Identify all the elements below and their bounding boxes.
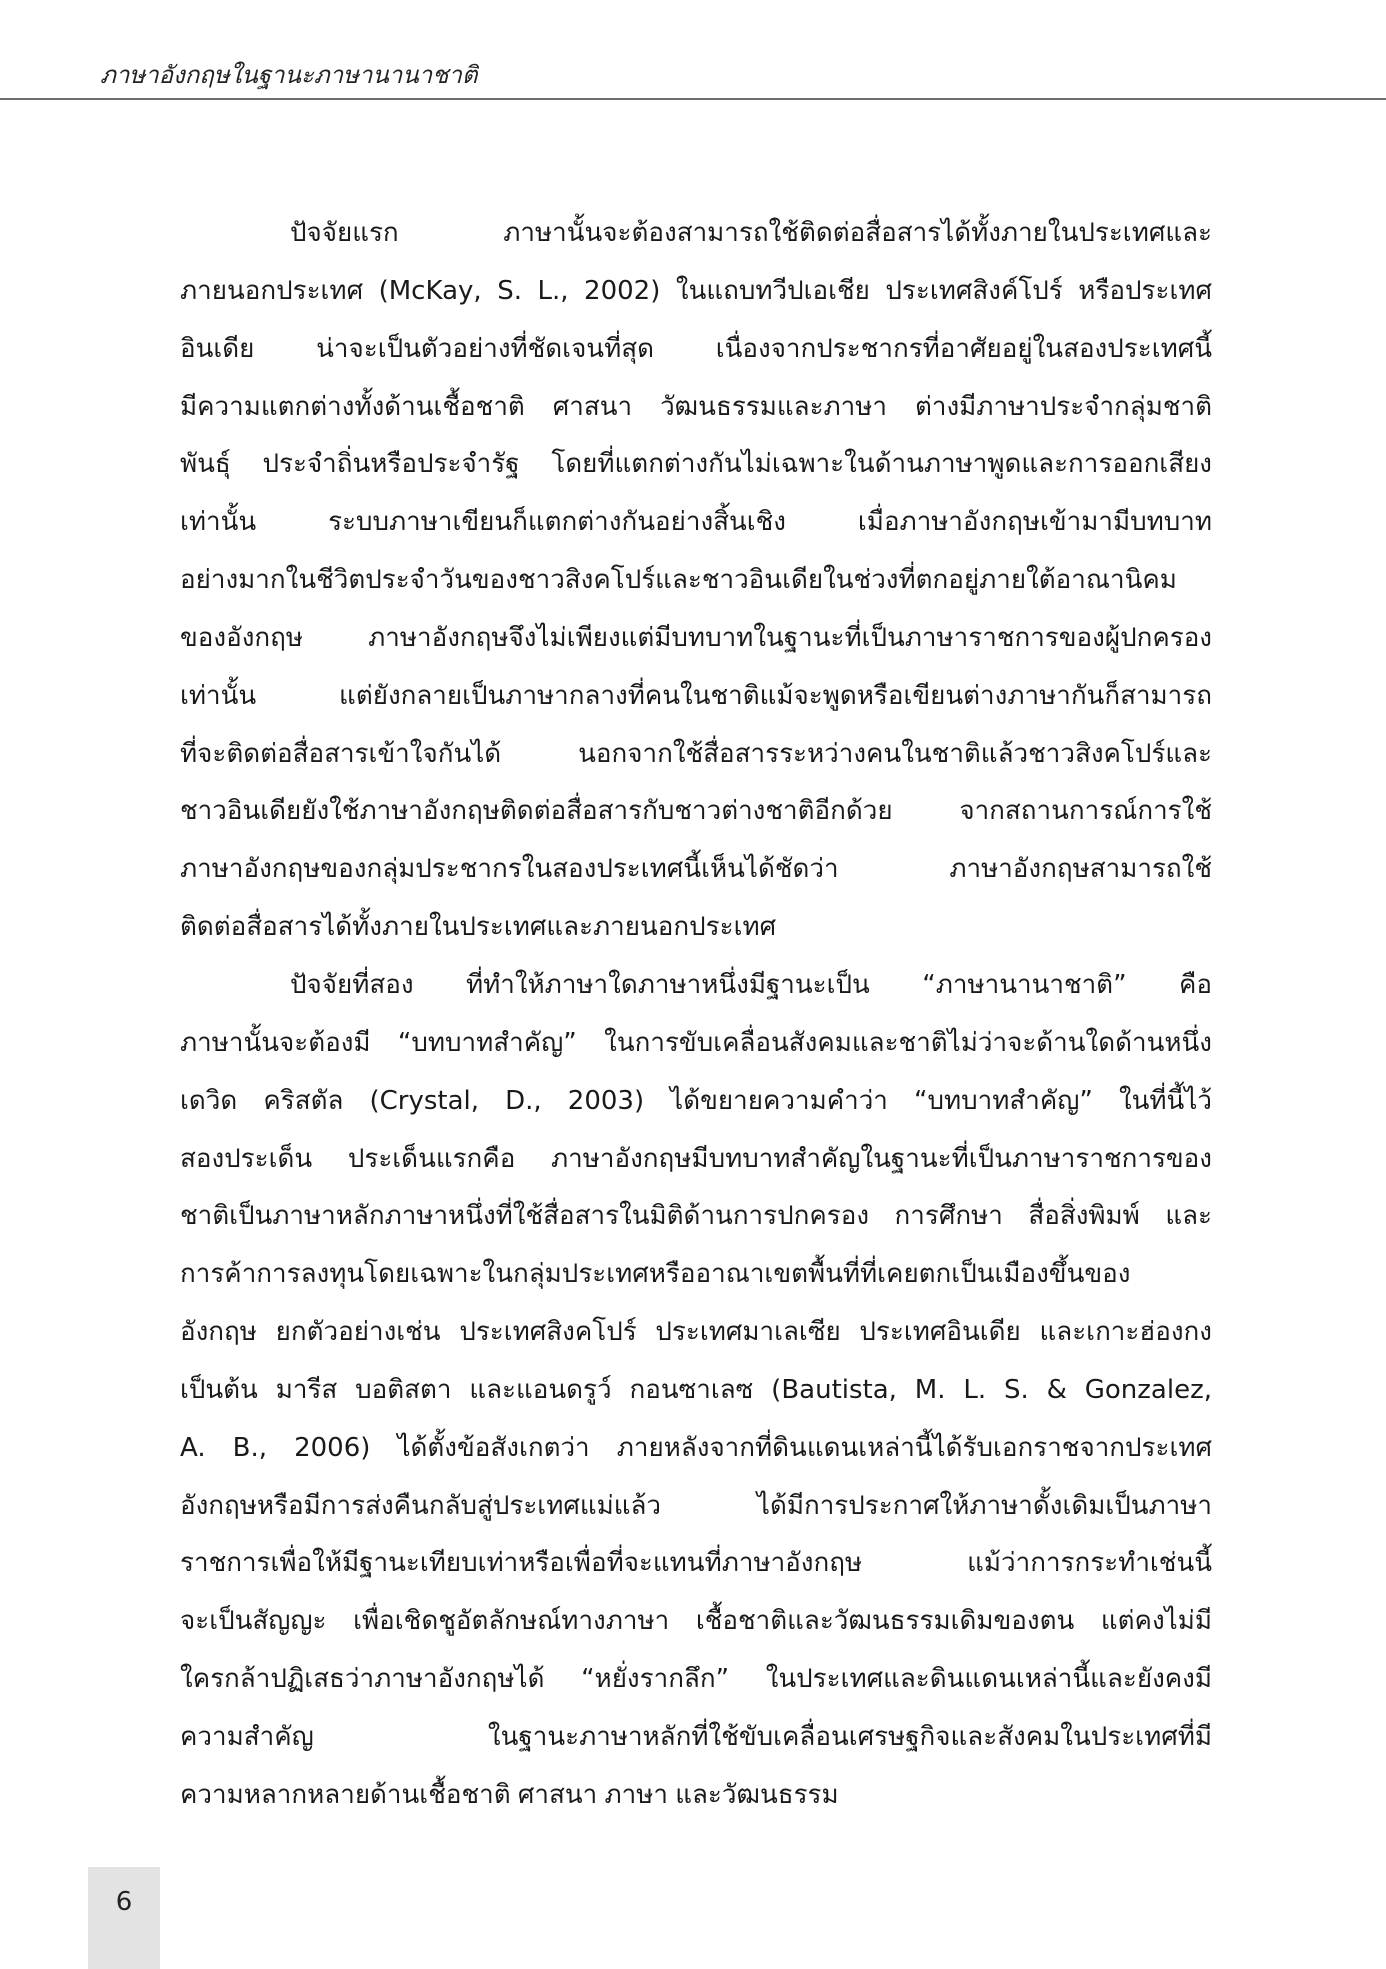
text-line: ความหลากหลายด้านเชื้อชาติ ศาสนา ภาษา และวัฒนธรรม [180,1779,839,1810]
page-number: 6 [115,1887,133,1917]
text-line: ภาษานั้นจะต้องมี “บทบาทสำคัญ” ในการขับเคลื่อนสังคมและชาติไม่ว่าจะด้านใดด้านหนึ่ง [180,1027,1212,1058]
text-line: อินเดีย น่าจะเป็นตัวอย่างที่ชัดเจนที่สุด เนื่องจากประชากรที่อาศัยอยู่ในสองประเทศนี้ [180,333,1212,364]
text-line: ของอังกฤษ ภาษาอังกฤษจึงไม่เพียงแต่มีบทบาทในฐานะที่เป็นภาษาราชการของผู้ปกครอง [180,622,1212,653]
text-line: พันธุ์ ประจำถิ่นหรือประจำรัฐ โดยที่แตกต่างกันไม่เฉพาะในด้านภาษาพูดและการออกเสียง [180,449,1212,480]
text-line: ใครกล้าปฏิเสธว่าภาษาอังกฤษได้ “หยั่งรากลึก” ในประเทศและดินแดนเหล่านี้และยังคงมี [180,1664,1212,1695]
text-line: ชาวอินเดียยังใช้ภาษาอังกฤษติดต่อสื่อสารกับชาวต่างชาติอีกด้วย จากสถานการณ์การใช้ [180,796,1212,827]
text-line: A. B., 2006) ได้ตั้งข้อสังเกตว่า ภายหลังจากที่ดินแดนเหล่านี้ได้รับเอกราชจากประเทศ [180,1432,1212,1463]
running-header: ภาษาอังกฤษในฐานะภาษานานาชาติ [100,61,478,89]
text-line: ปัจจัยที่สอง ที่ทำให้ภาษาใดภาษาหนึ่งมีฐานะเป็น “ภาษานานาชาติ” คือ [290,969,1212,1000]
header-rule [0,98,1386,100]
text-line: ชาติเป็นภาษาหลักภาษาหนึ่งที่ใช้สื่อสารในมิติด้านการปกครอง การศึกษา สื่อสิ่งพิมพ์ และ [180,1201,1212,1232]
text-line: อังกฤษ ยกตัวอย่างเช่น ประเทศสิงคโปร์ ประเทศมาเลเซีย ประเทศอินเดีย และเกาะฮ่องกง [180,1317,1212,1348]
paragraph-2 [180,957,1212,1825]
text-line: เท่านั้น แต่ยังกลายเป็นภาษากลางที่คนในชาติแม้จะพูดหรือเขียนต่างภาษากันก็สามารถ [180,680,1212,711]
page-number-box [88,1867,160,1969]
text-line: ราชการเพื่อให้มีฐานะเทียบเท่าหรือเพื่อที่จะแทนที่ภาษาอังกฤษ แม้ว่าการกระทำเช่นนี้ [180,1548,1212,1579]
text-line: อย่างมากในชีวิตประจำวันของชาวสิงคโปร์และชาวอินเดียในช่วงที่ตกอยู่ภายใต้อาณานิคม [180,565,1177,596]
body-text [180,205,1212,1825]
text-line: มีความแตกต่างทั้งด้านเชื้อชาติ ศาสนา วัฒนธรรมและภาษา ต่างมีภาษาประจำกลุ่มชาติ [180,391,1212,422]
text-line: อังกฤษหรือมีการส่งคืนกลับสู่ประเทศแม่แล้ว ได้มีการประกาศให้ภาษาดั้งเดิมเป็นภาษา [180,1490,1212,1521]
text-line: เดวิด คริสตัล (Crystal, D., 2003) ได้ขยายความคำว่า “บทบาทสำคัญ” ในที่นี้ไว้ [180,1085,1212,1116]
text-line: ติดต่อสื่อสารได้ทั้งภายในประเทศและภายนอกประเทศ [180,912,777,943]
text-line: ปัจจัยแรก ภาษานั้นจะต้องสามารถใช้ติดต่อสื่อสารได้ทั้งภายในประเทศและ [290,218,1212,248]
text-line: จะเป็นสัญญะ เพื่อเชิดชูอัตลักษณ์ทางภาษา เชื้อชาติและวัฒนธรรมเดิมของตน แต่คงไม่มี [180,1606,1212,1637]
text-line: ภายนอกประเทศ (McKay, S. L., 2002) ในแถบทวีปเอเชีย ประเทศสิงค์โปร์ หรือประเทศ [180,275,1212,306]
text-line: สองประเด็น ประเด็นแรกคือ ภาษาอังกฤษมีบทบาทสำคัญในฐานะที่เป็นภาษาราชการของ [180,1143,1212,1174]
text-line: เป็นต้น มารีส บอติสตา และแอนดรูว์ กอนซาเลซ (Bautista, M. L. S. & Gonzalez, [180,1374,1212,1405]
text-line: เท่านั้น ระบบภาษาเขียนก็แตกต่างกันอย่างสิ้นเชิง เมื่อภาษาอังกฤษเข้ามามีบทบาท [180,507,1212,538]
text-line: ภาษาอังกฤษของกลุ่มประชากรในสองประเทศนี้เห็นได้ชัดว่า ภาษาอังกฤษสามารถใช้ [180,854,1212,885]
text-line: การค้าการลงทุนโดยเฉพาะในกลุ่มประเทศหรืออาณาเขตพื้นที่ที่เคยตกเป็นเมืองขึ้นของ [180,1259,1131,1290]
text-line: ที่จะติดต่อสื่อสารเข้าใจกันได้ นอกจากใช้สื่อสารระหว่างคนในชาติแล้วชาวสิงคโปร์และ [180,738,1212,769]
text-line: ความสำคัญ ในฐานะภาษาหลักที่ใช้ขับเคลื่อนเศรษฐกิจและสังคมในประเทศที่มี [180,1721,1212,1752]
paragraph-1 [180,205,1212,957]
